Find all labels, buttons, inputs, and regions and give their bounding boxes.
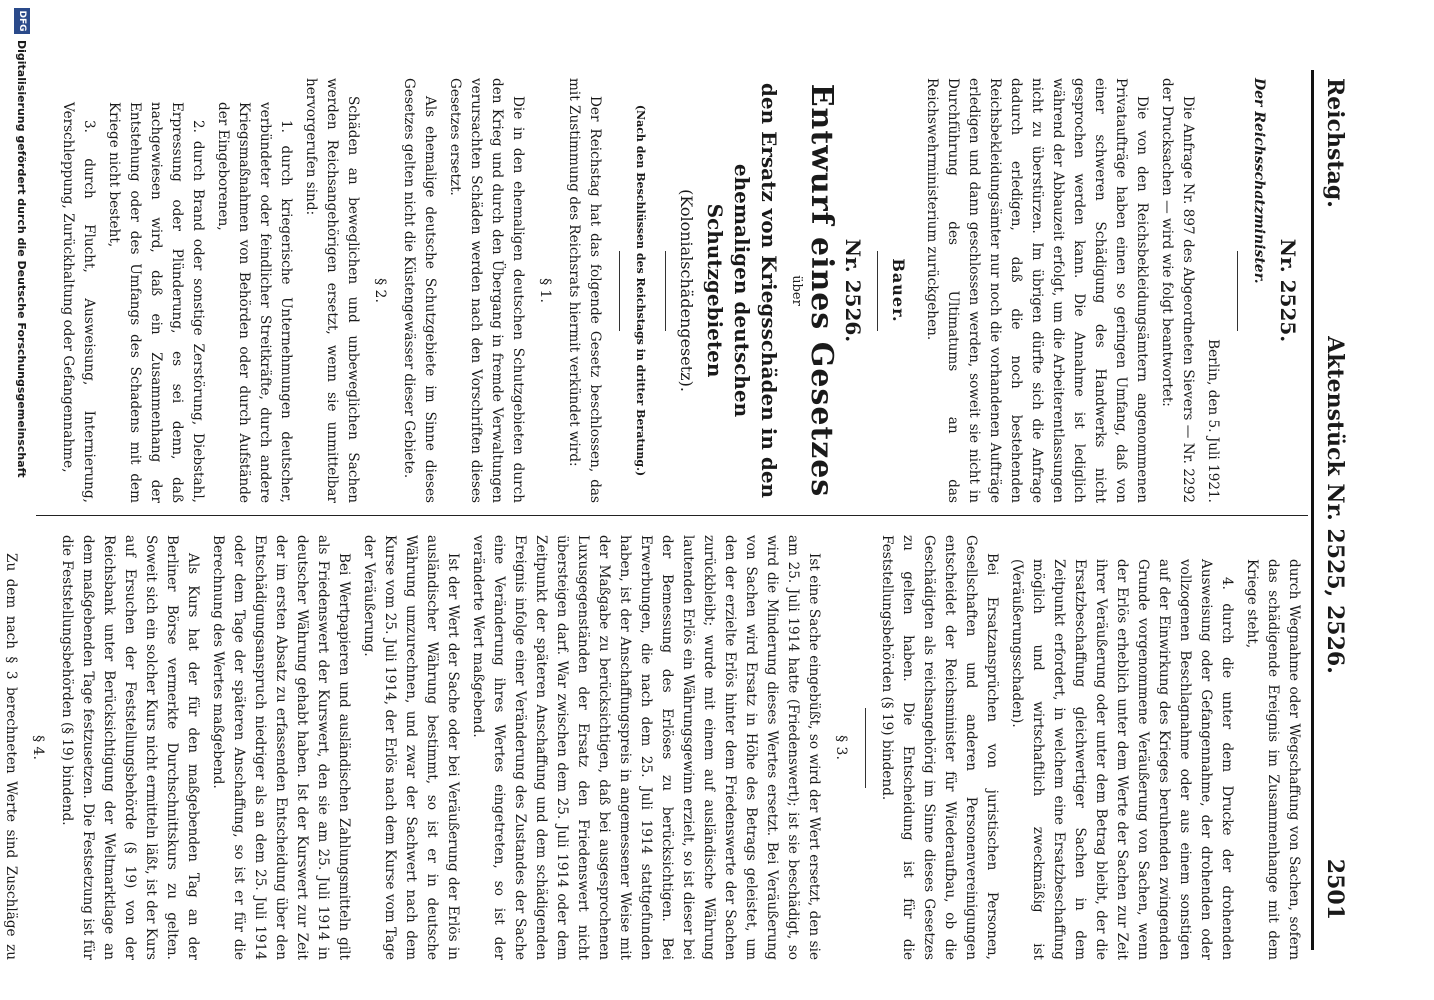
section-heading: § 1. xyxy=(537,278,553,303)
left-column xyxy=(53,78,1304,503)
list-item: 2. durch Brand oder sonstige Zerstörung, Diebstahl, Erpressung oder Plünderung, es sei denn, daß nachgewiesen wird, daß ein Zusammenhang der Entstehung oder des Umfangs des Schadens mit dem Kriege nicht besteht, xyxy=(106,102,206,503)
doc-2526-paren: (Kolonialschädengesetz). xyxy=(677,189,696,392)
place-date: Berlin, den 5. Juli 1921. xyxy=(1205,339,1221,503)
doc-2526-number: Nr. 2526. xyxy=(841,238,865,343)
section-heading: § 4. xyxy=(30,735,46,760)
right-column xyxy=(0,535,1304,960)
separator xyxy=(865,708,866,788)
list-item: 1. durch kriegerische Unternehmungen deutscher, verbündeter oder feindlicher Streitkräfte, durch andere Kriegsmaßnahmen von Behörden oder durch Aufstände der Eingeborenen, xyxy=(215,102,294,503)
page-footer xyxy=(8,0,30,1000)
doc-2525-paragraph: Die Anfrage Nr. 897 des Abgeordneten Sievers — Nr. 2292 der Drucksachen — wird wie folgt beantwortet: xyxy=(1159,78,1196,503)
doc-2526-intro: Der Reichstag hat das folgende Gesetz beschlossen, das mit Zustimmung des Reichsrats hiermit verkündet wird: xyxy=(566,78,603,503)
separator xyxy=(1237,251,1238,331)
list-item: 3. durch Flucht, Ausweisung, Internierung, Verschleppung, Zurückhaltung oder Gefangennahme, xyxy=(60,102,97,503)
section-paragraph: Als Kurs hat der für den maßgebenden Tag an der Berliner Börse vermerkte Durchschnittskurs zu gelten. Soweit sich ein solcher Kurs nicht ermitteln läßt, ist der Kurs auf Ersuchen der Feststellungsbehörde (§ 19) von der Reichsbank unter Berücksichtigung der Weltmarktlage an dem maßgebenden Tage festzusetzen. Die Festsetzung ist für die Feststellungsbehörden (§ 19) bindend. xyxy=(59,535,201,960)
column-divider xyxy=(36,515,1308,516)
signature: Bauer. xyxy=(889,258,908,323)
page-number: 2501 xyxy=(1322,858,1348,920)
doc-2525-paragraph: Die von den Reichsbekleidungsämtern angenommenen Privataufträge haben einen so geringen Umfang, daß von einer schweren Schädigung des Handwerks nicht gesprochen werden kann. Die Annahme ist lediglich während der Abbauzeit erfolgt, um die Arbeiterentlassungen nicht zu überstürzen. Im übrigen dürfte sich die Anfrage dadurch erledigen, daß die noch bestehenden Reichsbekleidungsämter nur noch die vorhandenen Aufträge erledigen und dann geschlossen werden, soweit sie nicht in Durchführung des Ultimatums an das Reichswehrministerium zurückgehen. xyxy=(924,78,1150,503)
footer-credit: Digitalisierung gefördert durch die Deutsche Forschungsgemeinschaft xyxy=(15,40,28,478)
list-item: 4. durch die unter dem Drucke der drohenden Ausweisung oder Gefangennahme, der drohenden oder vollzogenen Beschlagnahme oder aus einem sonstigen auf der Einwirkung des Krieges beruhenden zwingenden Grunde vorgenommene Veräußerung von Sachen, wenn der Erlös erheblich unter dem Werte der Sachen zur Zeit ihrer Veräußerung oder unter dem Betrag bleibt, der die Ersatzbeschaffung gleichwertiger Sachen in dem Zeitpunkt erfordert, in welchem eine Ersatzbeschaffung möglich und wirtschaftlich zweckmäßig ist (Veräußerungsschaden). xyxy=(1009,559,1235,960)
section-paragraph: Schäden an beweglichen und unbeweglichen Sachen werden Reichsangehörigen ersetzt, wenn sie unmittelbar hervorgerufen sind: xyxy=(303,78,361,503)
dfg-logo: DFG xyxy=(14,8,30,34)
separator xyxy=(619,251,620,331)
doc-2525-number: Nr. 2525. xyxy=(1276,238,1300,343)
section-paragraph: Ist eine Sache eingebüßt, so wird der Wert ersetzt, den sie am 25. Juli 1914 hatte (Friedenswert); ist sie beschädigt, so wird die Minderung dieses Wertes ersetzt. Bei Veräußerung von Sachen wird Ersatz in Höhe des Betrags geleistet, um den der erzielte Erlös hinter dem Friedenswerte der Sachen zurückbleibt; wurde mit einem auf ausländische Währung lautenden Erlös ein Währungsgewinn erzielt, so ist dieser bei der Bemessung des Erlöses zu berücksichtigen. Bei Erwerbungen, die nach dem 25. Juli 1914 stattgefunden haben, ist der Anschaffungspreis in angemessener Weise mit der Maßgabe zu berücksichtigen, daß bei ausgesprochenen Luxusgegenständen der Ersatz den Friedenswert nicht übersteigen darf. War zwischen dem 25. Juli 1914 oder dem Zeitpunkt der späteren Anschaffung und dem schädigenden Ereignis infolge einer Veränderung des Zustandes der Sache eine Veränderung ihres Wertes eingetreten, so ist der veränderte Wert maßgebend. xyxy=(470,535,822,960)
section-paragraph: Die in den ehemaligen deutschen Schutzgebieten durch den Krieg und durch den Übergang in fremde Verwaltungen verursachten Schäden werden nach den Vorschriften dieses Gesetzes ersetzt. xyxy=(447,78,526,503)
header-reichstag: Reichstag. xyxy=(1322,78,1348,208)
doc-2525-heading: Der Reichsschatzminister. xyxy=(1251,78,1267,284)
page-header xyxy=(1316,60,1354,950)
doc-2526-title: Entwurf eines Gesetzes xyxy=(804,83,839,498)
doc-2526-note: (Nach den Beschlüssen des Reichstags in dritter Beratung.) xyxy=(634,104,647,477)
header-aktenstueck: Aktenstück Nr. 2525, 2526. xyxy=(1322,336,1348,674)
section-heading: § 2. xyxy=(372,278,388,303)
section-paragraph: Zu dem nach § 3 berechneten Werte sind Zuschläge zu xyxy=(3,553,19,960)
header-rule xyxy=(1311,70,1314,950)
list-item-continuation: durch Wegnahme oder Wegschaffung von Sachen, sofern das schädigende Ereignis im Zusammenhange mit dem Kriege steht, xyxy=(1244,559,1302,960)
section-paragraph: Als ehemalige deutsche Schutzgebiete im Sinne dieses Gesetzes gelten nicht die Küstengewässer dieser Gebiete. xyxy=(401,78,438,503)
separator xyxy=(665,251,666,331)
section-paragraph: Ist der Wert der Sache oder bei Veräußerung der Erlös in ausländischer Währung bestimmt, so ist er in deutsche Währung umzurechnen, und zwar der Sachwert nach dem Kurse vom 25. Juli 1914, der Erlös nach dem Kurse vom Tage der Veräußerung. xyxy=(361,535,461,960)
doc-2526-ueber: über xyxy=(789,275,804,306)
doc-2526-subtitle: den Ersatz von Kriegsschäden in den ehemaligen deutschen Schutzgebieten xyxy=(703,82,781,499)
section-paragraph: Bei Wertpapieren und ausländischen Zahlungsmitteln gilt als Friedenswert der Kurswert, den sie am 25. Juli 1914 in deutscher Währung gehabt haben. Ist der Kurswert zur Zeit der im ersten Absatz zu erfassenden Entscheidung über den Entschädigungsanspruch niedriger als an dem 25. Juli 1914 oder dem Tage der späteren Anschaffung, so ist er für die Berechnung des Wertes maßgebend. xyxy=(210,535,352,960)
section-paragraph: Bei Ersatzansprüchen von juristischen Personen, Gesellschaften und anderen Personenvereinigungen entscheidet der Reichsminister für Wiederaufbau, ob die Geschädigten als reichsangehörig im Sinne dieses Gesetzes zu gelten haben. Die Entscheidung ist für die Feststellungsbehörden (§ 19) bindend. xyxy=(879,535,1000,960)
section-heading: § 3. xyxy=(833,735,849,760)
separator xyxy=(877,251,878,331)
